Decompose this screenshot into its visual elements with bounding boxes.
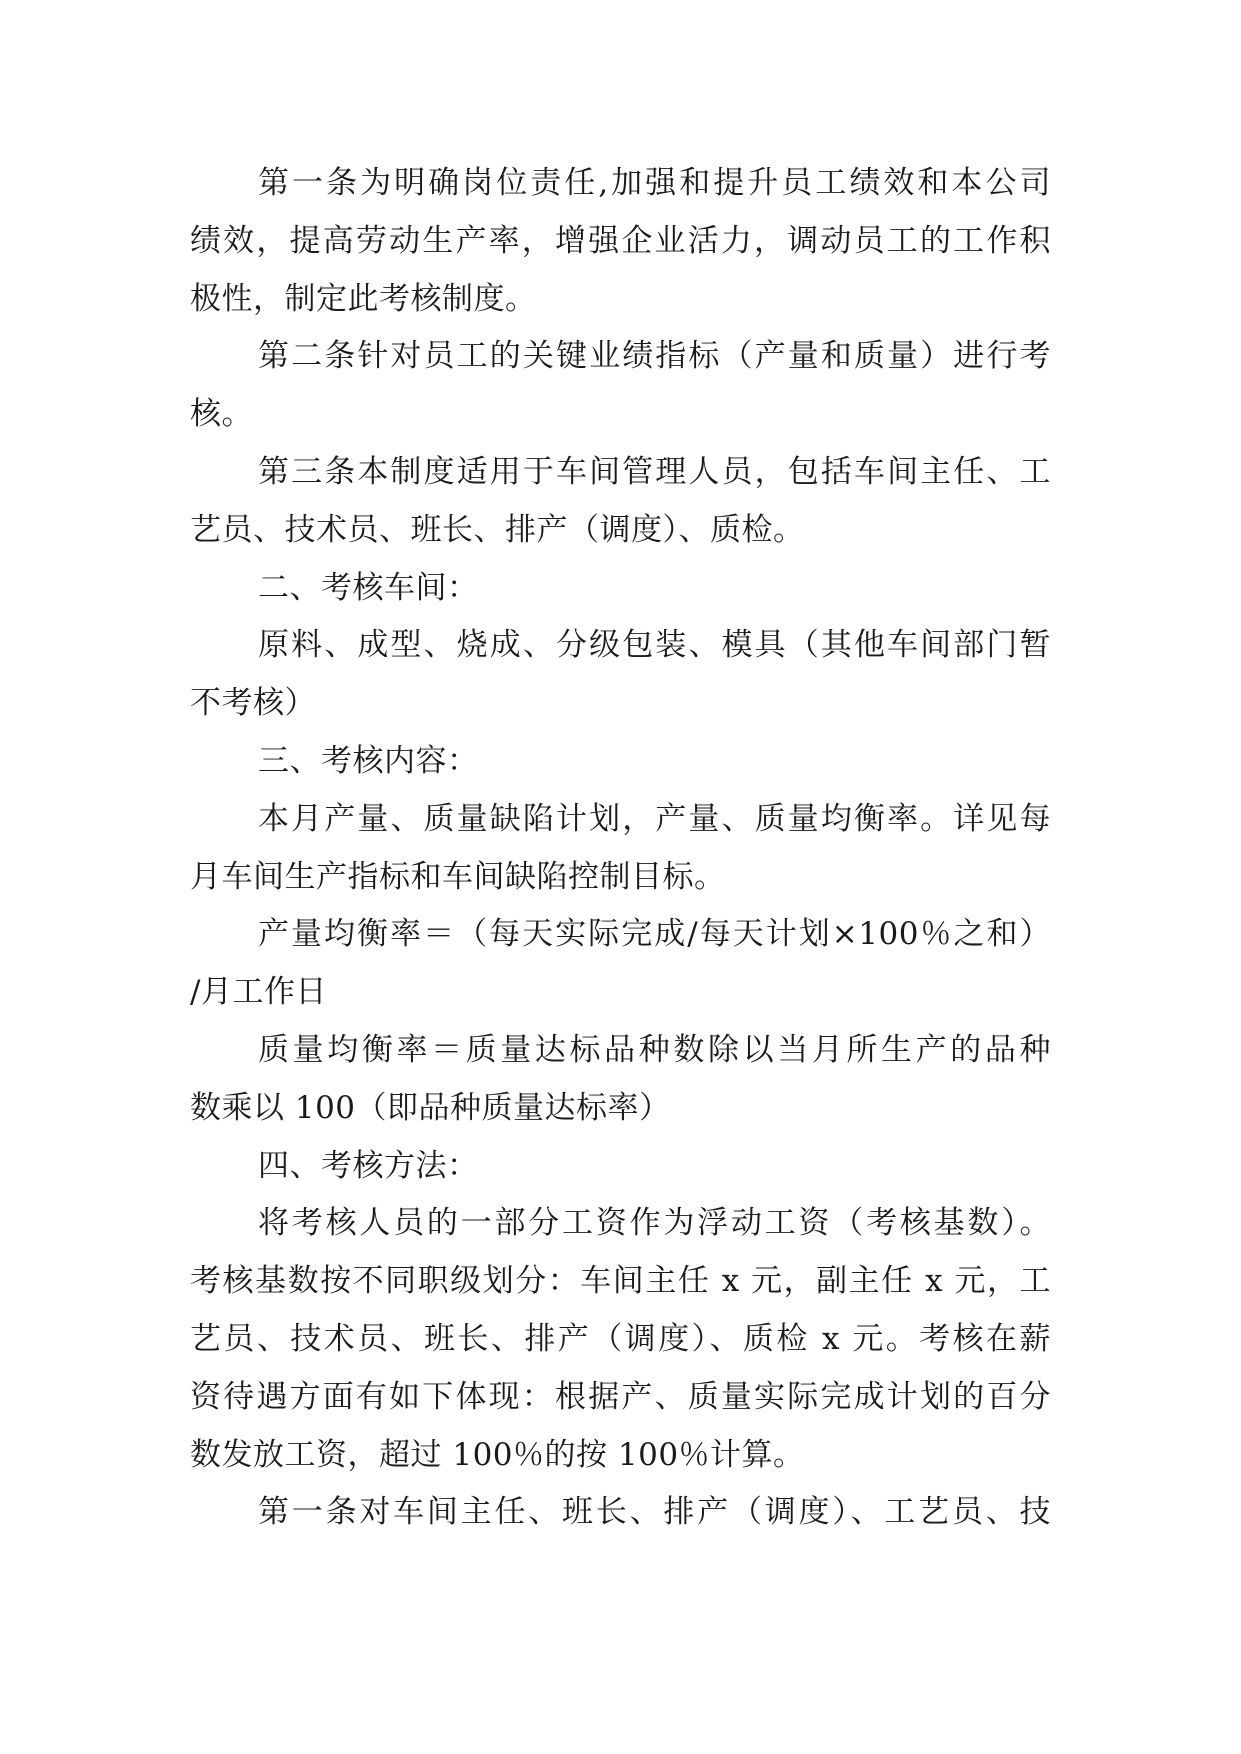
paragraph-line: 资待遇方面有如下体现：根据产、质量实际完成计划的百分 <box>190 1378 1051 1415</box>
paragraph-line: 本月产量、质量缺陷计划，产量、质量均衡率。详见每 <box>258 800 1051 837</box>
paragraph-line: 将考核人员的一部分工资作为浮动工资（考核基数）。 <box>258 1205 1051 1242</box>
paragraph-line: 艺员、技术员、班长、排产（调度）、质检 x 元。考核在薪 <box>190 1320 1051 1357</box>
paragraph-line: 考核基数按不同职级划分：车间主任 x 元，副主任 x 元，工 <box>190 1263 1051 1300</box>
paragraph-line: 极性，制定此考核制度。 <box>190 280 537 317</box>
paragraph-line: 绩效，提高劳动生产率，增强企业活力，调动员工的工作积 <box>190 222 1051 259</box>
paragraph-line: 原料、成型、烧成、分级包装、模具（其他车间部门暂 <box>258 627 1051 664</box>
paragraph-line: 核。 <box>190 396 253 433</box>
document-body <box>190 155 1051 1542</box>
paragraph-line: 第二条针对员工的关键业绩指标（产量和质量）进行考 <box>258 338 1051 375</box>
formula-line: 数乘以 100（即品种质量达标率） <box>190 1089 671 1126</box>
paragraph-line: 不考核） <box>190 685 316 722</box>
paragraph-line: 月车间生产指标和车间缺陷控制目标。 <box>190 858 726 895</box>
paragraph-line: 数发放工资，超过 100％的按 100％计算。 <box>190 1436 805 1473</box>
paragraph-line: 艺员、技术员、班长、排产（调度）、质检。 <box>190 511 805 548</box>
section-heading: 四、考核方法： <box>258 1147 479 1184</box>
formula-line: 质量均衡率＝质量达标品种数除以当月所生产的品种 <box>258 1031 1051 1068</box>
paragraph-line: 第一条为明确岗位责任,加强和提升员工绩效和本公司 <box>258 165 1051 201</box>
paragraph-line: 第一条对车间主任、班长、排产（调度）、工艺员、技 <box>258 1494 1051 1531</box>
formula-line: 产量均衡率＝（每天实际完成/每天计划×100％之和） <box>258 916 1051 953</box>
section-heading: 三、考核内容： <box>258 742 479 779</box>
section-heading: 二、考核车间： <box>258 569 479 606</box>
formula-line: /月工作日 <box>190 974 327 1011</box>
paragraph-line: 第三条本制度适用于车间管理人员，包括车间主任、工 <box>258 453 1051 490</box>
